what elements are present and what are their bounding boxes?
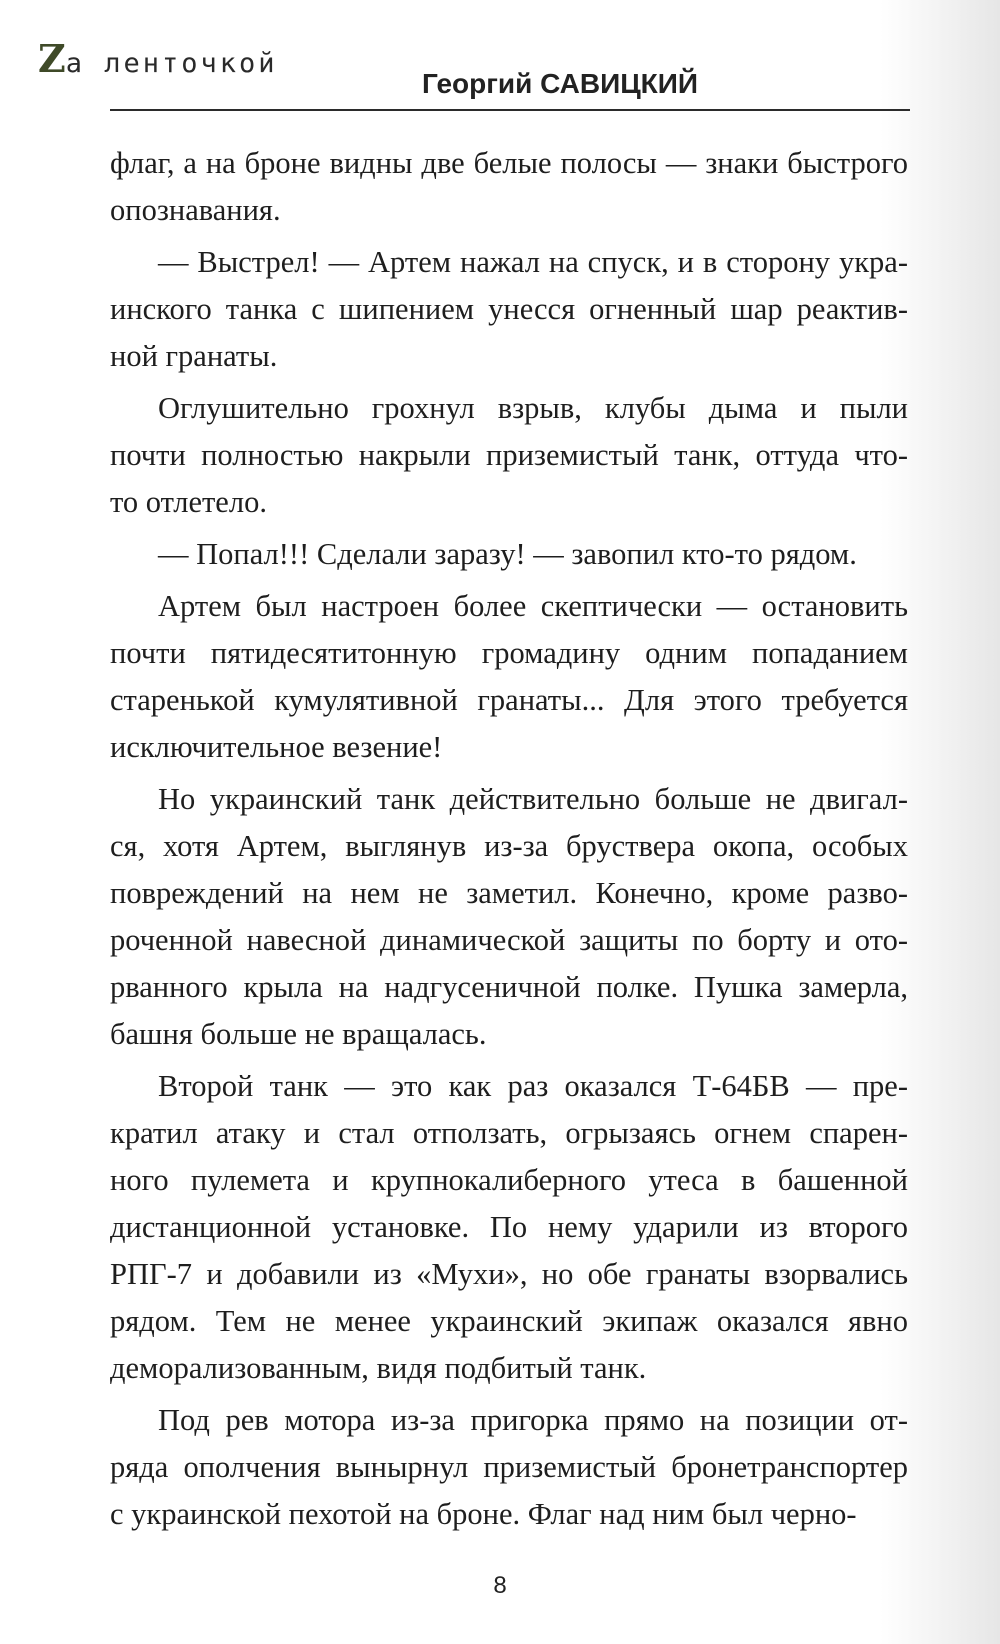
text-line: почти полностью накрыли приземистый танк, оттуда что- — [110, 438, 908, 472]
text-line: Но украинский танк действительно больше не двигал- — [158, 782, 908, 816]
text-line: — Попал!!! Сделали заразу! — завопил кто-то рядом. — [158, 537, 857, 571]
text-line: деморализованным, видя подбитый танк. — [110, 1351, 647, 1385]
text-line: исключительное везение! — [110, 730, 443, 764]
text-line: повреждений на нем не заметил. Конечно, кроме разво- — [110, 876, 908, 910]
text-line: ного пулемета и крупнокалиберного утеса в башенной — [110, 1163, 908, 1197]
text-line: флаг, а на броне видны две белые полосы — знаки быстрого — [110, 146, 908, 180]
text-line: рванного крыла на надгусеничной полке. Пушка замерла, — [110, 970, 908, 1004]
header-divider — [110, 109, 910, 111]
text-line: Под рев мотора из-за пригорка прямо на позиции от- — [158, 1403, 908, 1437]
text-line: инского танка с шипением унесся огненный шар реактив- — [110, 292, 908, 326]
text-line: роченной навесной динамической защиты по борту и ото- — [110, 923, 908, 957]
text-line: с украинской пехотой на броне. Флаг над ним был черно- — [110, 1497, 857, 1531]
text-line: старенькой кумулятивной гранаты... Для этого требуется — [110, 683, 908, 717]
text-line: Артем был настроен более скептически — остановить — [158, 589, 908, 623]
page-number: 8 — [493, 1572, 507, 1599]
text-line: то отлетело. — [110, 485, 267, 519]
text-line: опознавания. — [110, 193, 281, 227]
text-line: рядом. Тем не менее украинский экипаж оказался явно — [110, 1304, 908, 1338]
text-line: Второй танк — это как раз оказался Т-64БВ — пре- — [158, 1069, 908, 1103]
text-line: ся, хотя Артем, выглянув из-за бруствера окопа, особых — [110, 829, 908, 863]
body-text — [110, 140, 908, 1538]
text-line: РПГ-7 и добавили из «Мухи», но обе гранаты взорвались — [110, 1257, 908, 1291]
text-line: Оглушительно грохнул взрыв, клубы дыма и пыли — [158, 391, 908, 425]
text-line: ной гранаты. — [110, 339, 278, 373]
text-line: ряда ополчения вынырнул приземистый бронетранспортер — [110, 1450, 908, 1484]
text-line: кратил атаку и стал отползать, огрызаясь огнем спарен- — [110, 1116, 908, 1150]
series-title-text: а ленточкой — [65, 48, 278, 79]
text-line: башня больше не вращалась. — [110, 1017, 487, 1051]
text-line: дистанционной установке. По нему ударили из второго — [110, 1210, 908, 1244]
series-title — [38, 36, 278, 81]
series-title-initial: Z — [38, 36, 66, 81]
text-line: — Выстрел! — Артем нажал на спуск, и в сторону укра- — [158, 245, 908, 279]
text-line: почти пятидесятитонную громадину одним попаданием — [110, 636, 908, 670]
author-name: Георгий САВИЦКИЙ — [422, 68, 698, 99]
